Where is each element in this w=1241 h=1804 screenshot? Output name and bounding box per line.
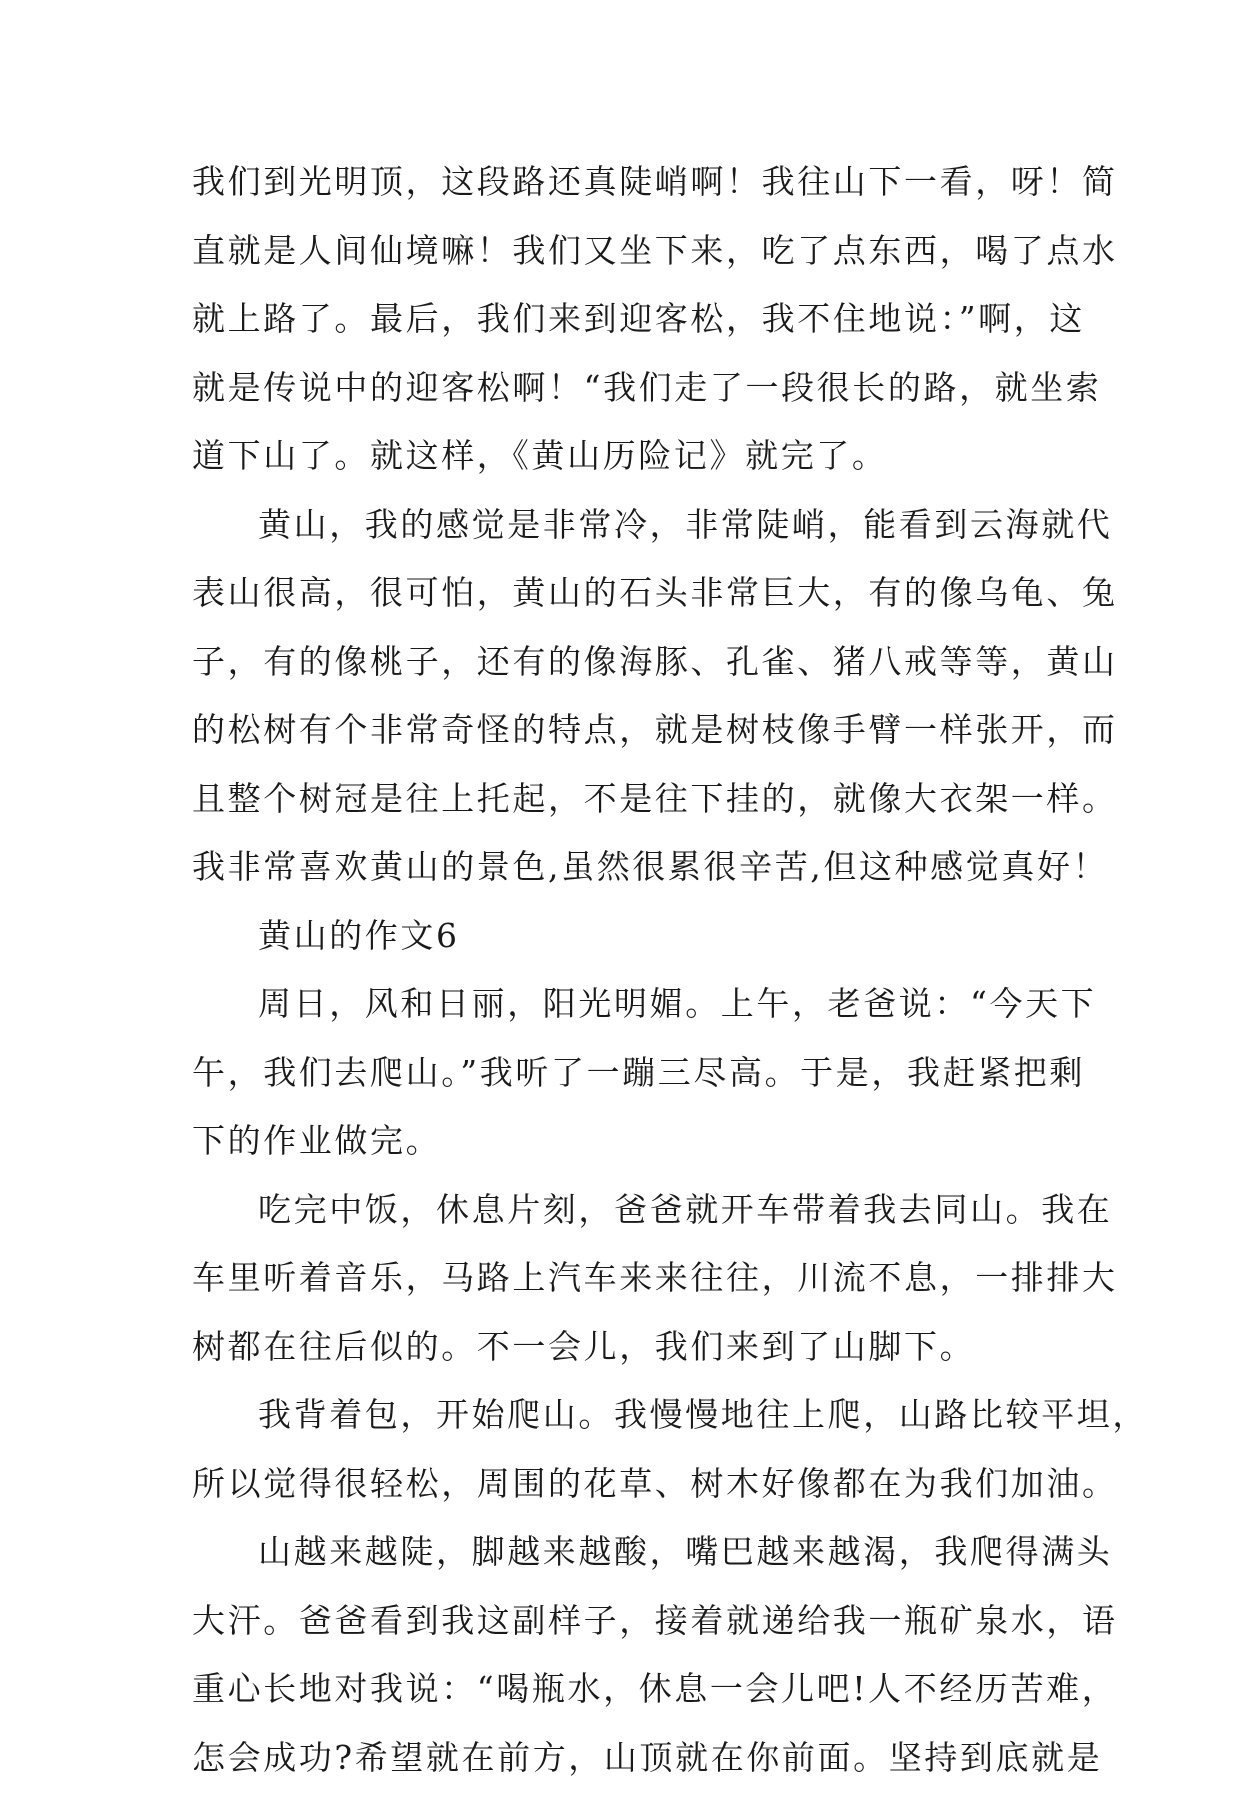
text-line: 就上路了。最后，我们来到迎客松，我不住地说：”啊，这 [192,297,1072,366]
text-line: 且整个树冠是往上托起，不是往下挂的，就像大衣架一样。 [192,777,1072,846]
paragraph-start-line: 吃完中饭，休息片刻，爸爸就开车带着我去同山。我在 [192,1188,1072,1257]
text-line: 午，我们去爬山。”我听了一蹦三尽高。于是，我赶紧把剩 [192,1051,1072,1120]
text-line: 车里听着音乐，马路上汽车来来往往，川流不息，一排排大 [192,1256,1072,1325]
text-line: 子，有的像桃子，还有的像海豚、孔雀、猪八戒等等，黄山 [192,640,1072,709]
text-line: 的松树有个非常奇怪的特点，就是树枝像手臂一样张开，而 [192,708,1072,777]
text-line: 树都在往后似的。不一会儿，我们来到了山脚下。 [192,1325,1072,1394]
text-line: 我们到光明顶，这段路还真陡峭啊！我往山下一看，呀！简 [192,160,1072,229]
text-line: 大汗。爸爸看到我这副样子，接着就递给我一瓶矿泉水，语 [192,1599,1072,1668]
text-line: 我非常喜欢黄山的景色,虽然很累很辛苦,但这种感觉真好！ [192,845,1072,914]
text-line: 表山很高，很可怕，黄山的石头非常巨大，有的像乌龟、兔 [192,571,1072,640]
section-heading: 黄山的作文6 [192,914,1072,983]
text-line: 下的作业做完。 [192,1119,1072,1188]
text-line: 道下山了。就这样，《黄山历险记》就完了。 [192,434,1072,503]
text-line: 怎会成功?希望就在前方，山顶就在你前面。坚持到底就是 [192,1736,1072,1804]
text-line: 就是传说中的迎客松啊！“我们走了一段很长的路，就坐索 [192,366,1072,435]
paragraph-start-line: 黄山，我的感觉是非常冷，非常陡峭，能看到云海就代 [192,503,1072,572]
text-line: 重心长地对我说：“喝瓶水，休息一会儿吧!人不经历苦难， [192,1667,1072,1736]
essay-text [192,160,1072,1804]
paragraph-start-line: 我背着包，开始爬山。我慢慢地往上爬，山路比较平坦， [192,1393,1072,1462]
text-line: 直就是人间仙境嘛！我们又坐下来，吃了点东西，喝了点水 [192,229,1072,298]
text-line: 所以觉得很轻松，周围的花草、树木好像都在为我们加油。 [192,1462,1072,1531]
paragraph-start-line: 山越来越陡，脚越来越酸，嘴巴越来越渴，我爬得满头 [192,1530,1072,1599]
paragraph-start-line: 周日，风和日丽，阳光明媚。上午，老爸说：“今天下 [192,982,1072,1051]
